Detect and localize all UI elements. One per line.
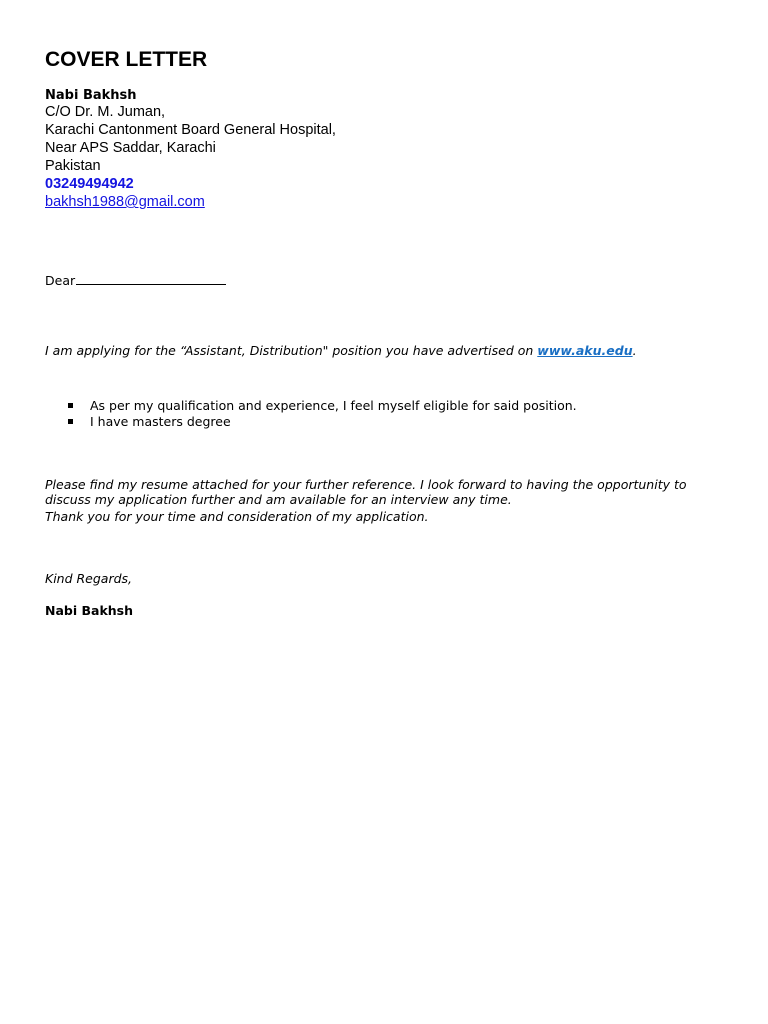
bullet-square-icon [68, 419, 73, 424]
intro-text: I am applying for the “Assistant, Distribution" position you have advertised on [45, 343, 538, 358]
closing-line-2: discuss my application further and am available for an interview any time. [45, 492, 512, 507]
address-line-2: Karachi Cantonment Board General Hospital, [45, 122, 336, 138]
signature-name: Nabi Bakhsh [45, 603, 133, 618]
bullet-item-2: I have masters degree [90, 414, 231, 429]
address-line-4: Pakistan [45, 158, 101, 174]
closing-line-1: Please find my resume attached for your further reference. I look forward to having the opportunity to [45, 477, 687, 492]
aku-website-link[interactable]: www.aku.edu [537, 343, 633, 358]
sender-email-link[interactable]: bakhsh1988@gmail.com [45, 194, 205, 210]
address-line-1: C/O Dr. M. Juman, [45, 104, 166, 120]
bullet-item-1: As per my qualification and experience, I feel myself eligible for said position. [90, 398, 577, 413]
sender-phone: 03249494942 [45, 176, 134, 192]
regards-text: Kind Regards, [45, 571, 133, 586]
salutation-text: Dear [45, 273, 76, 288]
salutation [45, 273, 226, 289]
address-line-3: Near APS Saddar, Karachi [45, 140, 216, 156]
bullet-square-icon [68, 403, 73, 408]
closing-line-3: Thank you for your time and consideration of my application. [45, 509, 429, 524]
document-title: COVER LETTER [45, 48, 208, 71]
intro-paragraph [45, 343, 637, 359]
recipient-blank-line [76, 273, 226, 285]
sender-name: Nabi Bakhsh [45, 88, 137, 103]
intro-end: . [632, 343, 637, 358]
